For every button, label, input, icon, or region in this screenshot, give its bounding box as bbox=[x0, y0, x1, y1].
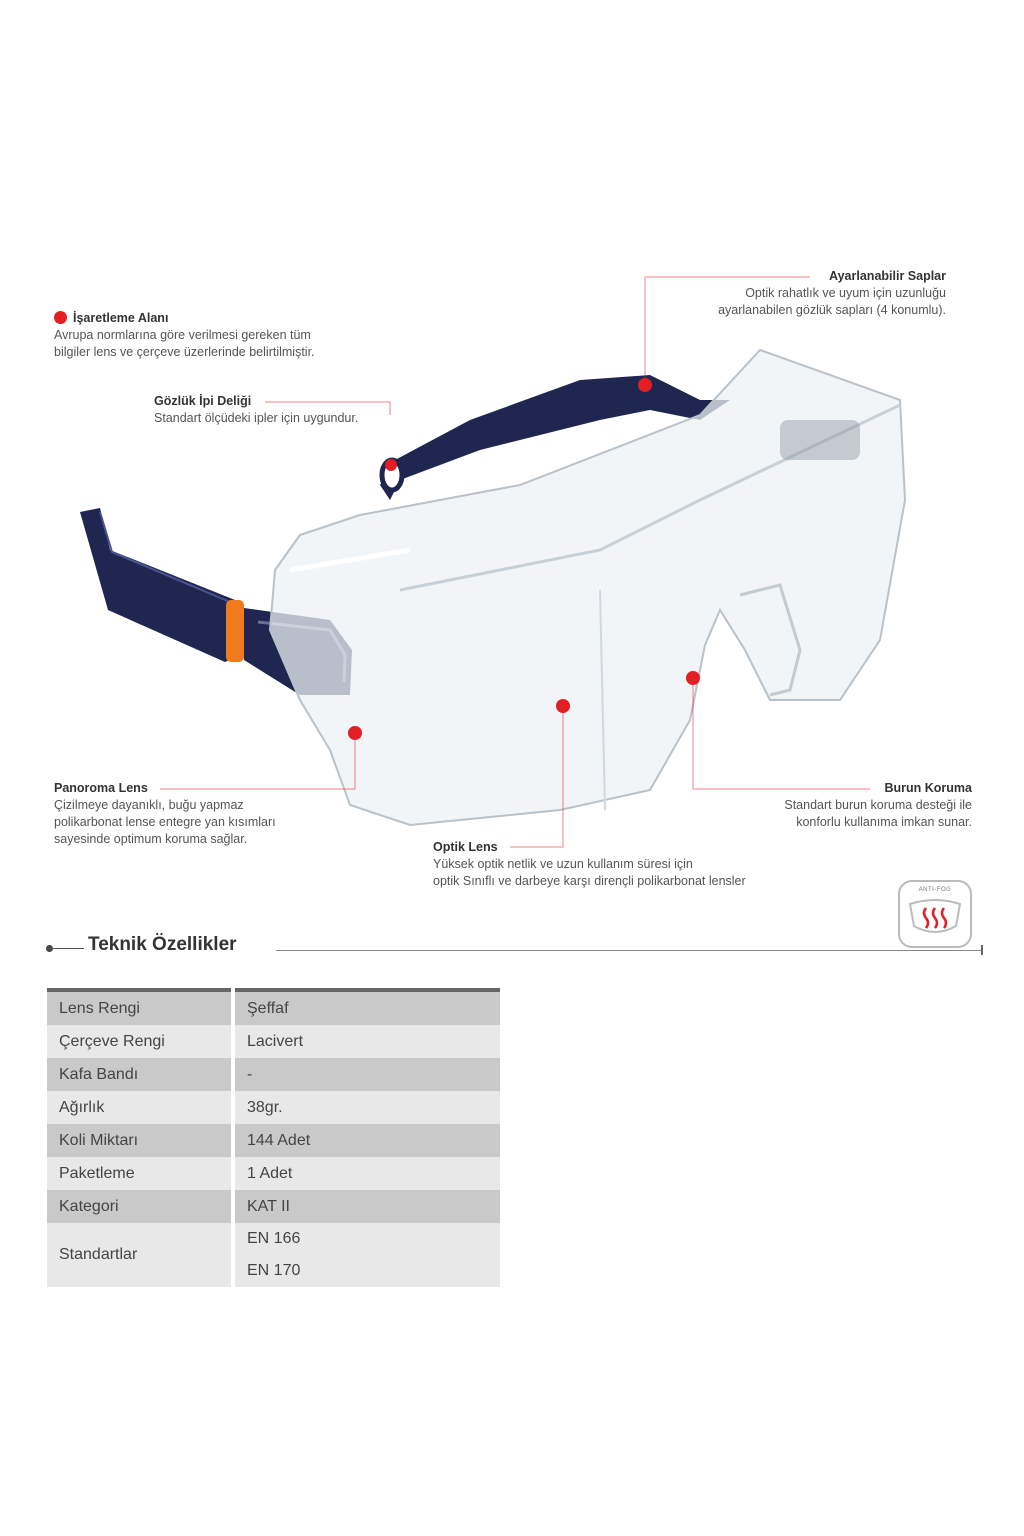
marking-dot-icon bbox=[54, 311, 67, 324]
section-title: Teknik Özellikler bbox=[88, 934, 237, 955]
callout-adjustable-temples bbox=[600, 268, 946, 319]
table-row bbox=[47, 1157, 500, 1190]
spec-value bbox=[233, 1223, 500, 1287]
spec-value: Lacivert bbox=[233, 1025, 500, 1058]
anti-fog-icon bbox=[900, 882, 970, 946]
callout-title: Burun Koruma bbox=[884, 781, 972, 795]
table-row bbox=[47, 1025, 500, 1058]
callout-title: Optik Lens bbox=[433, 840, 498, 854]
callout-text: polikarbonat lense entegre yan kısımları bbox=[54, 815, 276, 829]
dot-temples bbox=[638, 378, 652, 392]
spec-key: Paketleme bbox=[47, 1157, 233, 1190]
table-row bbox=[47, 1091, 500, 1124]
callout-title: Panoroma Lens bbox=[54, 781, 148, 795]
dot-panorama bbox=[348, 726, 362, 740]
dot-strap-hole bbox=[385, 459, 397, 471]
callout-text: ayarlanabilen gözlük sapları (4 konumlu). bbox=[718, 303, 946, 317]
callout-text: bilgiler lens ve çerçeve üzerlerinde belirtilmiştir. bbox=[54, 345, 315, 359]
callout-text: Optik rahatlık ve uyum için uzunluğu bbox=[745, 286, 946, 300]
standard-item: EN 170 bbox=[247, 1262, 301, 1279]
title-rule-right bbox=[276, 950, 982, 951]
callout-strap-hole bbox=[154, 393, 358, 427]
callout-marking-area bbox=[54, 310, 315, 361]
callout-nose-protection bbox=[700, 780, 972, 831]
spec-value: 144 Adet bbox=[233, 1124, 500, 1157]
spec-key: Standartlar bbox=[47, 1223, 233, 1287]
table-row bbox=[47, 1058, 500, 1091]
callout-text: optik Sınıflı ve darbeye karşı dirençli polikarbonat lensler bbox=[433, 874, 746, 888]
spec-key: Çerçeve Rengi bbox=[47, 1025, 233, 1058]
callout-text: Yüksek optik netlik ve uzun kullanım süresi için bbox=[433, 857, 693, 871]
standard-item: EN 166 bbox=[247, 1230, 301, 1247]
callout-title: Gözlük İpi Deliği bbox=[154, 394, 252, 408]
spec-key: Koli Miktarı bbox=[47, 1124, 233, 1157]
callout-text: Çizilmeye dayanıklı, buğu yapmaz bbox=[54, 798, 244, 812]
spec-table bbox=[47, 988, 500, 1287]
callout-text: Avrupa normlarına göre verilmesi gereken tüm bbox=[54, 328, 311, 342]
spec-value: 1 Adet bbox=[233, 1157, 500, 1190]
table-row bbox=[47, 1190, 500, 1223]
callout-text: sayesinde optimum koruma sağlar. bbox=[54, 832, 248, 846]
spec-key: Kategori bbox=[47, 1190, 233, 1223]
anti-fog-badge bbox=[898, 880, 972, 948]
spec-key: Kafa Bandı bbox=[47, 1058, 233, 1091]
hinge-orange bbox=[226, 600, 244, 662]
callout-text: Standart ölçüdeki ipler için uygundur. bbox=[154, 411, 359, 425]
callout-title: İşaretleme Alanı bbox=[73, 311, 169, 325]
table-row bbox=[47, 1124, 500, 1157]
table-row bbox=[47, 1223, 500, 1287]
spec-value: - bbox=[233, 1058, 500, 1091]
spec-value: 38gr. bbox=[233, 1091, 500, 1124]
spec-value: Şeffaf bbox=[233, 990, 500, 1025]
callout-panorama-lens bbox=[54, 780, 276, 848]
callout-text: Standart burun koruma desteği ile bbox=[784, 798, 972, 812]
spec-key: Ağırlık bbox=[47, 1091, 233, 1124]
title-rule-tick bbox=[981, 945, 983, 955]
badge-label: ANTI-FOG bbox=[918, 887, 952, 893]
title-rule-left bbox=[48, 948, 84, 949]
callout-title: Ayarlanabilir Saplar bbox=[829, 269, 946, 283]
dot-nose bbox=[686, 671, 700, 685]
dot-optic bbox=[556, 699, 570, 713]
spec-value: KAT II bbox=[233, 1190, 500, 1223]
callout-text: konforlu kullanıma imkan sunar. bbox=[796, 815, 972, 829]
callout-optic-lens bbox=[433, 839, 746, 890]
table-row bbox=[47, 990, 500, 1025]
spec-key: Lens Rengi bbox=[47, 990, 233, 1025]
